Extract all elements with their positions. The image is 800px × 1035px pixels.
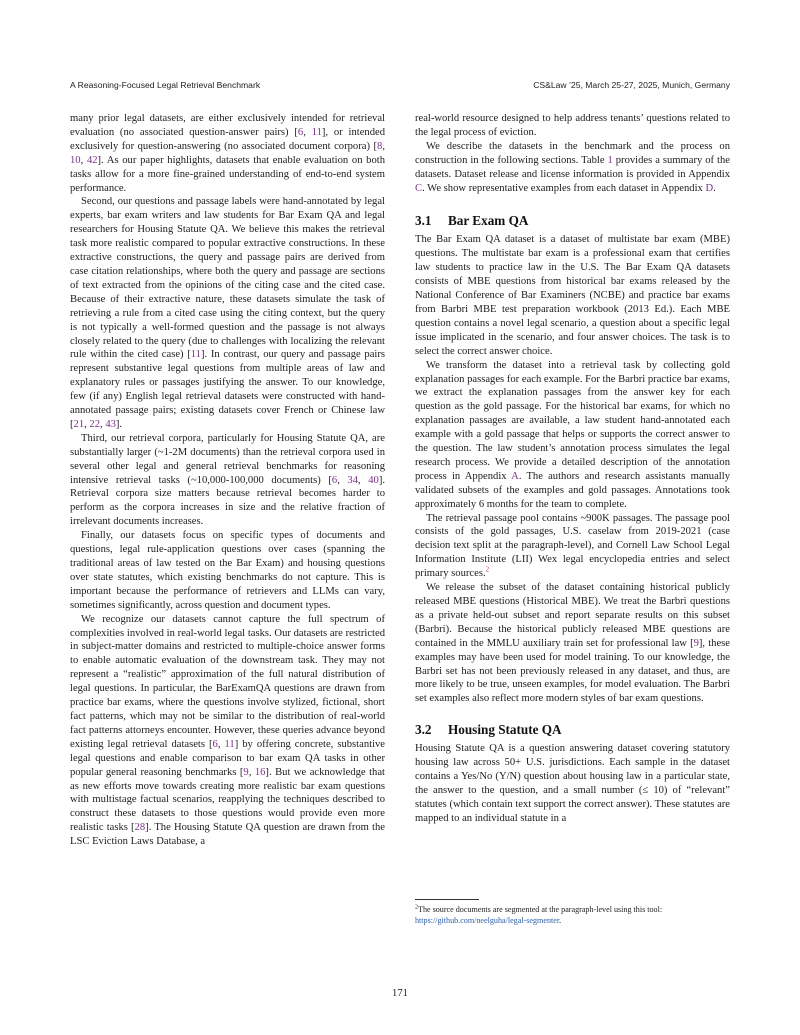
page-number: 171: [392, 988, 408, 999]
citation-link[interactable]: 16: [254, 766, 266, 778]
footnote-ref[interactable]: 2: [485, 565, 490, 574]
section-heading-3-1: [415, 213, 730, 229]
paragraph: We describe the datasets in the benchmark and the process on construction in the following sections. Table 1 provides a summary of the datasets. Dataset release and license information is provided in Appendix C. We show representative examples from each dataset in Appendix D.: [415, 140, 730, 194]
table-ref-link[interactable]: 1: [607, 154, 613, 166]
footnote: $^2$The source documents are segmented at the paragraph-level using this tool: https://github.com/neelguha/legal-segmenter.: [415, 904, 663, 925]
section-title: Housing Statute QA: [448, 722, 562, 738]
citation-link[interactable]: 6: [297, 126, 304, 138]
paragraph: Finally, our datasets focus on specific types of documents and questions, legal rule-application questions over cases (spanning the traditional areas of law tested on the Bar Exam) and housing questions over state statutes, which existing benchmarks do not capture. This is important because the performance of retrievers and LLMs can vary, sometimes significantly, across question and document types.: [70, 530, 385, 611]
citation-link[interactable]: 10: [70, 154, 81, 166]
paragraph: We release the subset of the dataset containing historical publicly released MBE questions (Historical MBE). We treat the Barbri questions as a private held-out subset and report separate results on this subset (Barbri). Because the historical publicly released MBE questions are contained in the MMLU auxiliary train set for professional law [9], these examples may have been used for model training. To our knowledge, the Barbri set has not been previously released in any dataset, and thus, are more likely to be true, unseen examples, for model evaluation. The Barbri set examples also reflect more modern styles of bar exam questions.: [415, 582, 730, 705]
footnote-mark: 2: [415, 904, 418, 911]
citation-link[interactable]: 9: [243, 766, 249, 778]
section-heading-3-2: [415, 722, 730, 738]
citation-link[interactable]: 34: [347, 474, 358, 486]
paragraph: Second, our questions and passage labels were hand-annotated by legal experts, bar exam writers and law students for Bar Exam QA and legal researchers for Housing Statute QA. We believe this makes the retrieval task more realistic compared to popular extractive constructions. In these extractive constructions, the query and passage pairs are derived from case citation relationships, where both the query and passage are sections of text extracted from the opinions of the citing case and the cited case. Because of their extractive nature, these datasets simulate the task of retrieving a rule from a cited case using the citing context, but the query is not typically a well-formed question and the passage is not always closely related to the query (due to challenges with localizing the relevant rule within the cited case) [11]. In contrast, our query and passage pairs represent substantive legal questions from multiple areas of law and explanatory rules or passages justifying the answer. To our knowledge, few (if any) English legal retrieval datasets were constructed with hand-annotated passage pairs; existing datasets cover French or Chinese law [21, 22, 43].: [70, 196, 385, 430]
left-column: [70, 112, 385, 849]
citation-link[interactable]: 8: [377, 140, 383, 152]
appendix-ref-link[interactable]: A: [511, 470, 519, 482]
paragraph: The Bar Exam QA dataset is a dataset of multistate bar exam (MBE) questions. The multistate bar exam is a professional exam that certifies law students to practice law in the U.S. The Bar Exam QA datasets consists of MBE questions from historical bar exams released by the National Conference of Bar Examiners (NCBE) and practice bar exams from Barbri MBE test preparation workbook (2013 Ed.). Each MBE question contains a novel legal scenario, a question about a specific legal issue implicated in the scenario, and four answer choices. The task is to select the correct answer choice.: [415, 234, 730, 357]
header-venue: CS&Law ’25, March 25-27, 2025, Munich, Germany: [533, 80, 730, 90]
citation-link[interactable]: 11: [190, 349, 201, 361]
section-number: 3.2: [415, 722, 432, 738]
paragraph: Third, our retrieval corpora, particularly for Housing Statute QA, are substantially larger (~1-2M documents) than the retrieval corpora used in several other legal and general retrieval benchmarks for reasoning intensive retrieval tasks (~10,000-100,000 documents) [6, 34, 40]. Retrieval corpora size matters because retrieval becomes harder to perform as the corpora increases in size and the relative fraction of irrelevant documents increases.: [70, 432, 385, 528]
citation-link[interactable]: 6: [331, 474, 338, 486]
appendix-ref-link[interactable]: D: [705, 182, 714, 194]
citation-link[interactable]: 43: [105, 418, 116, 430]
footnote-text: The source documents are segmented at the paragraph-level using this tool:: [418, 905, 663, 914]
section-number: 3.1: [415, 213, 432, 229]
header-paper-title: A Reasoning-Focused Legal Retrieval Benchmark: [70, 80, 261, 90]
citation-link[interactable]: 28: [134, 822, 146, 834]
footnote-url-link[interactable]: https://github.com/neelguha/legal-segmenter: [415, 915, 560, 925]
citation-link[interactable]: 9: [693, 637, 699, 649]
citation-link[interactable]: 22: [89, 418, 101, 430]
citation-link[interactable]: 40: [368, 474, 379, 486]
citation-link[interactable]: 42: [86, 154, 98, 166]
citation-link[interactable]: 21: [73, 418, 85, 430]
paragraph: We transform the dataset into a retrieval task by collecting gold explanation passages for each example. For the Barbri practice bar exams, we extract the explanation passages from the answer key for each question as the gold passage. For the historical bar exams, for which no explanation passages are available, a law student hand-annotated each example with a gold passage that helps or supports the correct answer to the question. The law student’s annotation process simulates the legal research process. We provide a detailed description of the annotation process in Appendix A. The authors and research assistants manually validated subsets of the examples and gold passages. Annotations took approximately 6 months for the team to complete.: [415, 359, 730, 510]
section-title: Bar Exam QA: [448, 213, 529, 229]
paragraph: Housing Statute QA is a question answering dataset covering statutory housing law across 50+ U.S. jurisdictions. Each sample in the dataset contains a Yes/No (Y/N) question about housing law in a particular state, the answer to the question, and a small number (≤ 10) of “relevant” statutes (which contain text support the correct answer). These statutes are mapped to an individual statute in a: [415, 743, 730, 824]
paragraph: real-world resource designed to help address tenants’ questions related to the legal process of eviction.: [415, 113, 730, 138]
citation-link[interactable]: 11: [311, 126, 322, 138]
citation-link[interactable]: 6: [212, 738, 218, 750]
paragraph: many prior legal datasets, are either exclusively intended for retrieval evaluation (no associated question-answer pairs) [6, 11], or intended exclusively for question-answering (no associated document corpora) [8, 10, 42]. As our paper highlights, datasets that enable evaluation on both tasks allow for a more fine-grained understanding of end-to-end system performance.: [70, 113, 386, 194]
right-column: [415, 112, 730, 826]
paragraph: We recognize our datasets cannot capture the full spectrum of complexities involved in real-world legal tasks. Our datasets are restricted in subject-matter domains and restricted to multiple-choice answer forms to enable automatic evaluation of the downstream task. They may not represent a “realistic” approximation of the full natural distribution of legal questions. In particular, the BarExamQA questions are drawn from practice bar exams, where the questions involve stylized, fictional, short fact patterns, which may not be similar to the distribution of real-world fact patterns attorneys encounter. However, these queries advance beyond existing legal retrieval datasets [6, 11] by offering concrete, substantive legal questions and enable comparison to bar exam QA tasks in other popular general reasoning benchmarks [9, 16]. But we acknowledge that as new efforts move towards creating more realistic bar exam questions with multistage factual scenarios, reapplying the techniques described to construct these datasets to those questions would provide even more realistic tasks [28]. The Housing Statute QA question are drawn from the LSC Eviction Laws Database, a: [70, 613, 386, 848]
appendix-ref-link[interactable]: C: [415, 182, 423, 194]
footnote-divider: [415, 899, 479, 900]
paragraph: The retrieval passage pool contains ~900K passages. The passage pool consists of the gold passages, U.S. caselaw from 2019-2021 (case decision text split at the paragraph-level), and Cornell Law School Legal Information Institute (LII) Wex legal encyclopedia entries and select primary sources.$^2$: [415, 512, 730, 580]
citation-link[interactable]: 11: [224, 738, 235, 750]
